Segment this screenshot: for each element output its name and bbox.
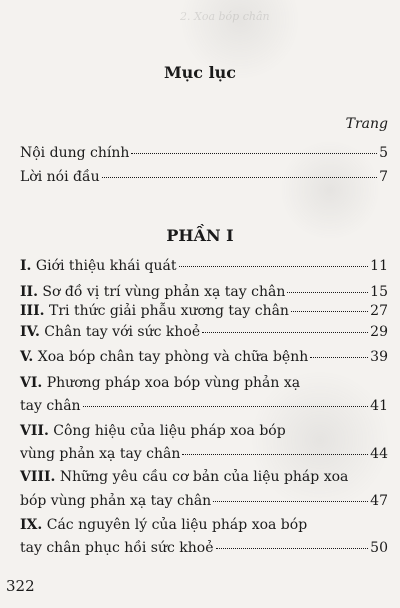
toc-leader-dots <box>213 501 368 502</box>
toc-entry[interactable] <box>20 349 388 366</box>
toc-entry-page: 15 <box>370 284 388 300</box>
toc-leader-dots <box>83 406 369 407</box>
toc-entry[interactable] <box>20 398 388 415</box>
toc-leader-dots <box>202 332 368 333</box>
toc-entry-page: 7 <box>379 169 388 185</box>
toc-entry-page: 29 <box>370 324 388 340</box>
toc-entry-number: VI. <box>20 375 43 391</box>
toc-entry-number: VII. <box>20 423 49 439</box>
toc-entry-label: tay chân phục hồi sức khoẻ <box>20 540 214 556</box>
toc-entry-number: V. <box>20 349 34 365</box>
toc-entry[interactable] <box>20 303 388 320</box>
toc-entry-label: Sơ đồ vị trí vùng phản xạ tay chân <box>37 284 286 300</box>
toc-entry-label: Xoa bóp chân tay phòng và chữa bệnh <box>33 349 309 365</box>
toc-leader-dots <box>179 266 369 267</box>
toc-entry-page: 39 <box>370 349 388 365</box>
page-number: 322 <box>6 577 35 595</box>
toc-entry[interactable] <box>20 258 388 275</box>
toc-leader-dots <box>102 177 377 178</box>
toc-leader-dots <box>310 357 368 358</box>
toc-entry[interactable] <box>20 324 388 341</box>
toc-entry-line <box>20 517 388 534</box>
toc-entry-page: 50 <box>370 540 388 556</box>
page-column-label: Trang <box>345 116 388 132</box>
toc-entry-label: Những yêu cầu cơ bản của liệu pháp xoa <box>55 469 349 485</box>
toc-entry-label: Tri thức giải phẫu xương tay chân <box>44 303 289 319</box>
toc-leader-dots <box>291 311 368 312</box>
toc-entry-label: tay chân <box>20 398 81 414</box>
toc-leader-dots <box>131 153 377 154</box>
toc-entry-number: VIII. <box>20 469 56 485</box>
toc-entry-number: IV. <box>20 324 40 340</box>
toc-entry[interactable] <box>20 284 388 301</box>
part-title: PHẦN I <box>166 226 234 245</box>
toc-entry-line <box>20 469 388 486</box>
toc-entry-page: 5 <box>379 145 388 161</box>
toc-entry-label: bóp vùng phản xạ tay chân <box>20 493 212 509</box>
bleed-through-text: 2. Xoa bóp chân <box>180 10 270 23</box>
toc-entry-label: Các nguyên lý của liệu pháp xoa bóp <box>42 517 308 533</box>
toc-entry-number: II. <box>20 284 38 300</box>
toc-entry-page: 47 <box>370 493 388 509</box>
toc-entry-page: 11 <box>370 258 388 274</box>
toc-entry-page: 41 <box>370 398 388 414</box>
toc-leader-dots <box>182 454 368 455</box>
toc-entry-line <box>20 423 388 440</box>
toc-entry-number: III. <box>20 303 45 319</box>
toc-entry[interactable] <box>20 169 388 186</box>
toc-entry[interactable] <box>20 493 388 510</box>
toc-entry-label: Phương pháp xoa bóp vùng phản xạ <box>42 375 301 391</box>
toc-entry-page: 27 <box>370 303 388 319</box>
toc-entry[interactable] <box>20 446 388 463</box>
toc-entry-label: Giới thiệu khái quát <box>31 258 177 274</box>
toc-title: Mục lục <box>163 63 237 82</box>
toc-entry-label: Công hiệu của liệu pháp xoa bóp <box>48 423 286 439</box>
toc-leader-dots <box>216 548 369 549</box>
toc-entry-label: vùng phản xạ tay chân <box>20 446 181 462</box>
toc-entry-label: Lời nói đầu <box>20 169 100 185</box>
toc-entry-line <box>20 375 388 392</box>
toc-entry-label: Chân tay với sức khoẻ <box>39 324 201 340</box>
toc-entry-page: 44 <box>370 446 388 462</box>
toc-entry-number: IX. <box>20 517 43 533</box>
toc-entry-number: I. <box>20 258 32 274</box>
toc-leader-dots <box>287 292 368 293</box>
toc-entry[interactable] <box>20 145 388 162</box>
toc-entry[interactable] <box>20 540 388 557</box>
toc-entry-label: Nội dung chính <box>20 145 130 161</box>
